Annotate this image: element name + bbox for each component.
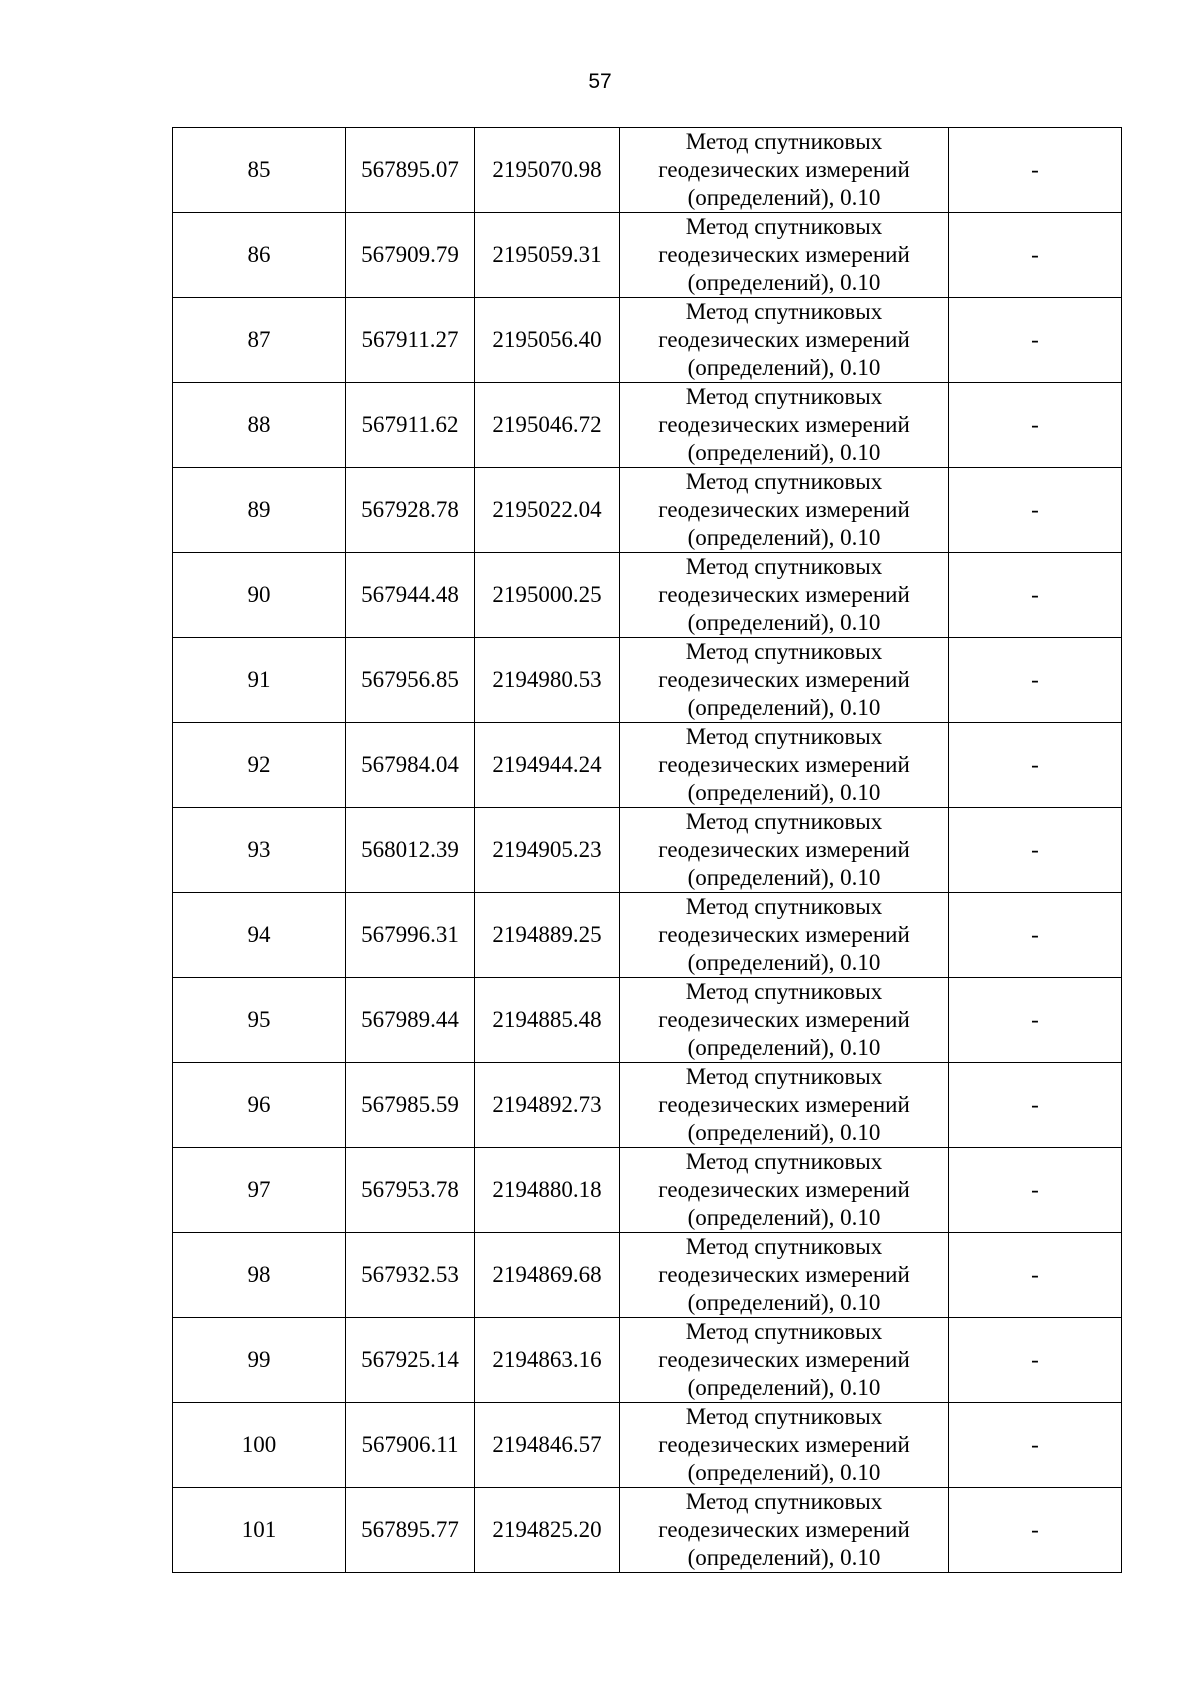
- method-text-line: (определений), 0.10: [687, 780, 881, 805]
- y-coordinate-cell: 2194846.57: [475, 1403, 620, 1488]
- method-text-line: геодезических измерений: [658, 242, 910, 267]
- method-text-line: геодезических измерений: [658, 582, 910, 607]
- table-row: [173, 553, 1122, 638]
- point-number-cell: 95: [173, 978, 346, 1063]
- x-coordinate-cell: 567925.14: [346, 1318, 475, 1403]
- point-number-cell: 89: [173, 468, 346, 553]
- table-row: [173, 298, 1122, 383]
- x-coordinate-cell: 567996.31: [346, 893, 475, 978]
- method-text-line: Метод спутниковых: [685, 469, 883, 494]
- x-coordinate-cell: 567956.85: [346, 638, 475, 723]
- method-text-line: (определений), 0.10: [687, 950, 881, 975]
- method-cell: [620, 1318, 949, 1403]
- point-number-cell: 90: [173, 553, 346, 638]
- table-row: [173, 383, 1122, 468]
- method-text-line: (определений), 0.10: [687, 355, 881, 380]
- table-row: [173, 808, 1122, 893]
- method-text-line: Метод спутниковых: [685, 1234, 883, 1259]
- y-coordinate-cell: 2195056.40: [475, 298, 620, 383]
- y-coordinate-cell: 2194825.20: [475, 1488, 620, 1573]
- method-text-line: (определений), 0.10: [687, 440, 881, 465]
- method-cell: [620, 213, 949, 298]
- x-coordinate-cell: 567984.04: [346, 723, 475, 808]
- table-row: [173, 213, 1122, 298]
- point-number-cell: 86: [173, 213, 346, 298]
- method-cell: [620, 1063, 949, 1148]
- page-number: 57: [588, 70, 612, 93]
- method-cell: [620, 1403, 949, 1488]
- y-coordinate-cell: 2195022.04: [475, 468, 620, 553]
- method-text-line: Метод спутниковых: [685, 639, 883, 664]
- x-coordinate-cell: 567932.53: [346, 1233, 475, 1318]
- method-text-line: (определений), 0.10: [687, 695, 881, 720]
- x-coordinate-cell: 567906.11: [346, 1403, 475, 1488]
- method-text-line: геодезических измерений: [658, 752, 910, 777]
- point-number-cell: 85: [173, 128, 346, 213]
- method-cell: [620, 383, 949, 468]
- method-text-line: геодезических измерений: [658, 922, 910, 947]
- method-cell: [620, 298, 949, 383]
- table-row: [173, 1063, 1122, 1148]
- table-row: [173, 1403, 1122, 1488]
- point-number-cell: 93: [173, 808, 346, 893]
- note-cell: -: [949, 638, 1122, 723]
- point-number-cell: 88: [173, 383, 346, 468]
- note-cell: -: [949, 1318, 1122, 1403]
- table-row: [173, 723, 1122, 808]
- method-cell: [620, 893, 949, 978]
- table-row: [173, 1488, 1122, 1573]
- method-text-line: (определений), 0.10: [687, 1375, 881, 1400]
- point-number-cell: 101: [173, 1488, 346, 1573]
- x-coordinate-cell: 567911.27: [346, 298, 475, 383]
- table-row: [173, 978, 1122, 1063]
- method-cell: [620, 128, 949, 213]
- y-coordinate-cell: 2194863.16: [475, 1318, 620, 1403]
- point-number-cell: 87: [173, 298, 346, 383]
- x-coordinate-cell: 567928.78: [346, 468, 475, 553]
- y-coordinate-cell: 2195070.98: [475, 128, 620, 213]
- note-cell: -: [949, 1403, 1122, 1488]
- table-row: [173, 128, 1122, 213]
- x-coordinate-cell: 567944.48: [346, 553, 475, 638]
- method-text-line: (определений), 0.10: [687, 1205, 881, 1230]
- method-text-line: геодезических измерений: [658, 1432, 910, 1457]
- y-coordinate-cell: 2194885.48: [475, 978, 620, 1063]
- method-cell: [620, 808, 949, 893]
- method-text-line: геодезических измерений: [658, 327, 910, 352]
- method-text-line: (определений), 0.10: [687, 1120, 881, 1145]
- y-coordinate-cell: 2194944.24: [475, 723, 620, 808]
- table-row: [173, 468, 1122, 553]
- method-cell: [620, 553, 949, 638]
- x-coordinate-cell: 567953.78: [346, 1148, 475, 1233]
- method-text-line: Метод спутниковых: [685, 384, 883, 409]
- y-coordinate-cell: 2194889.25: [475, 893, 620, 978]
- method-cell: [620, 638, 949, 723]
- table-row: [173, 1148, 1122, 1233]
- point-number-cell: 97: [173, 1148, 346, 1233]
- method-text-line: Метод спутниковых: [685, 1489, 883, 1514]
- y-coordinate-cell: 2194905.23: [475, 808, 620, 893]
- method-text-line: (определений), 0.10: [687, 610, 881, 635]
- coordinates-table-body: [173, 128, 1122, 1573]
- note-cell: -: [949, 893, 1122, 978]
- method-cell: [620, 1233, 949, 1318]
- method-text-line: геодезических измерений: [658, 667, 910, 692]
- method-text-line: геодезических измерений: [658, 1347, 910, 1372]
- method-text-line: Метод спутниковых: [685, 809, 883, 834]
- y-coordinate-cell: 2194892.73: [475, 1063, 620, 1148]
- method-text-line: Метод спутниковых: [685, 1404, 883, 1429]
- note-cell: -: [949, 1233, 1122, 1318]
- note-cell: -: [949, 978, 1122, 1063]
- x-coordinate-cell: 567985.59: [346, 1063, 475, 1148]
- method-text-line: Метод спутниковых: [685, 1149, 883, 1174]
- x-coordinate-cell: 567989.44: [346, 978, 475, 1063]
- point-number-cell: 98: [173, 1233, 346, 1318]
- method-cell: [620, 468, 949, 553]
- point-number-cell: 100: [173, 1403, 346, 1488]
- coordinates-table: [172, 127, 1122, 1573]
- x-coordinate-cell: 567911.62: [346, 383, 475, 468]
- method-cell: [620, 723, 949, 808]
- table-row: [173, 1233, 1122, 1318]
- x-coordinate-cell: 568012.39: [346, 808, 475, 893]
- method-text-line: Метод спутниковых: [685, 1319, 883, 1344]
- note-cell: -: [949, 808, 1122, 893]
- method-text-line: Метод спутниковых: [685, 1064, 883, 1089]
- method-text-line: Метод спутниковых: [685, 554, 883, 579]
- x-coordinate-cell: 567895.77: [346, 1488, 475, 1573]
- y-coordinate-cell: 2194980.53: [475, 638, 620, 723]
- method-text-line: (определений), 0.10: [687, 270, 881, 295]
- table-row: [173, 638, 1122, 723]
- method-text-line: Метод спутниковых: [685, 894, 883, 919]
- y-coordinate-cell: 2195000.25: [475, 553, 620, 638]
- note-cell: -: [949, 1063, 1122, 1148]
- point-number-cell: 99: [173, 1318, 346, 1403]
- method-text-line: геодезических измерений: [658, 1007, 910, 1032]
- method-cell: [620, 978, 949, 1063]
- method-cell: [620, 1148, 949, 1233]
- method-text-line: геодезических измерений: [658, 1517, 910, 1542]
- method-text-line: (определений), 0.10: [687, 1035, 881, 1060]
- table-row: [173, 893, 1122, 978]
- table-row: [173, 1318, 1122, 1403]
- note-cell: -: [949, 468, 1122, 553]
- y-coordinate-cell: 2195059.31: [475, 213, 620, 298]
- note-cell: -: [949, 1488, 1122, 1573]
- x-coordinate-cell: 567909.79: [346, 213, 475, 298]
- note-cell: -: [949, 298, 1122, 383]
- method-text-line: геодезических измерений: [658, 1262, 910, 1287]
- note-cell: -: [949, 723, 1122, 808]
- method-text-line: Метод спутниковых: [685, 214, 883, 239]
- y-coordinate-cell: 2194880.18: [475, 1148, 620, 1233]
- method-text-line: Метод спутниковых: [685, 299, 883, 324]
- method-text-line: (определений), 0.10: [687, 1290, 881, 1315]
- method-text-line: геодезических измерений: [658, 412, 910, 437]
- note-cell: -: [949, 213, 1122, 298]
- method-text-line: геодезических измерений: [658, 1092, 910, 1117]
- x-coordinate-cell: 567895.07: [346, 128, 475, 213]
- method-cell: [620, 1488, 949, 1573]
- method-text-line: геодезических измерений: [658, 157, 910, 182]
- method-text-line: (определений), 0.10: [687, 1545, 881, 1570]
- method-text-line: (определений), 0.10: [687, 865, 881, 890]
- y-coordinate-cell: 2194869.68: [475, 1233, 620, 1318]
- method-text-line: (определений), 0.10: [687, 525, 881, 550]
- method-text-line: геодезических измерений: [658, 837, 910, 862]
- method-text-line: геодезических измерений: [658, 497, 910, 522]
- y-coordinate-cell: 2195046.72: [475, 383, 620, 468]
- note-cell: -: [949, 1148, 1122, 1233]
- method-text-line: (определений), 0.10: [687, 185, 881, 210]
- point-number-cell: 94: [173, 893, 346, 978]
- note-cell: -: [949, 553, 1122, 638]
- point-number-cell: 96: [173, 1063, 346, 1148]
- note-cell: -: [949, 383, 1122, 468]
- method-text-line: Метод спутниковых: [685, 129, 883, 154]
- note-cell: -: [949, 128, 1122, 213]
- method-text-line: (определений), 0.10: [687, 1460, 881, 1485]
- method-text-line: геодезических измерений: [658, 1177, 910, 1202]
- method-text-line: Метод спутниковых: [685, 979, 883, 1004]
- point-number-cell: 92: [173, 723, 346, 808]
- method-text-line: Метод спутниковых: [685, 724, 883, 749]
- point-number-cell: 91: [173, 638, 346, 723]
